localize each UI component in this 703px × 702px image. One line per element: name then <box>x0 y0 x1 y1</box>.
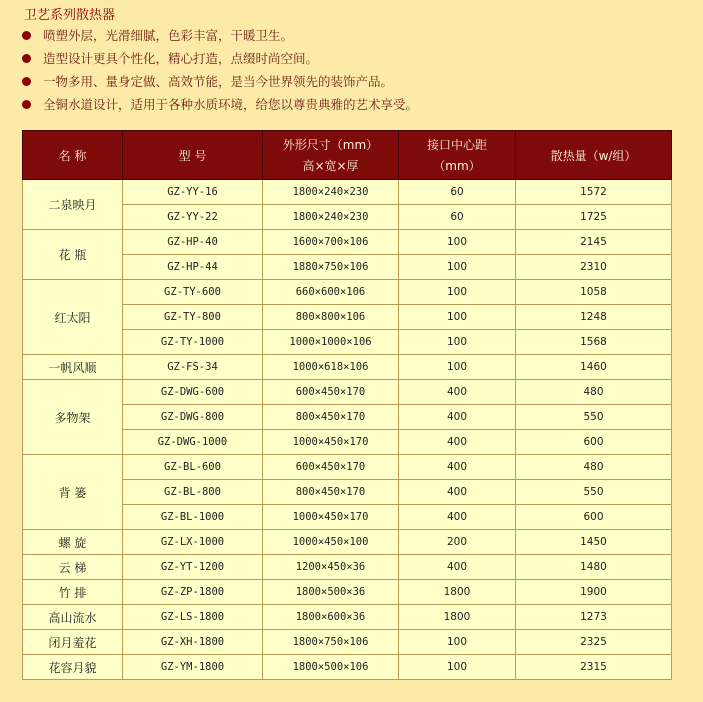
model-cell: GZ-HP-40 <box>123 230 263 255</box>
product-name-cell: 二泉映月 <box>23 180 123 230</box>
feature-item <box>22 93 418 116</box>
heat-output-cell: 480 <box>516 455 672 480</box>
heat-output-cell: 1248 <box>516 305 672 330</box>
table-row <box>23 230 672 255</box>
interface-cell: 1800 <box>399 580 516 605</box>
table-row <box>23 455 672 480</box>
size-cell: 1800×600×36 <box>263 605 399 630</box>
heat-output-cell: 600 <box>516 505 672 530</box>
product-name-cell: 花 瓶 <box>23 230 123 280</box>
interface-cell: 1800 <box>399 605 516 630</box>
table-row <box>23 380 672 405</box>
heat-output-cell: 2325 <box>516 630 672 655</box>
model-cell: GZ-YY-22 <box>123 205 263 230</box>
heat-output-cell: 2315 <box>516 655 672 680</box>
interface-cell: 400 <box>399 430 516 455</box>
product-name-cell: 闭月羞花 <box>23 630 123 655</box>
col-header-heat: 散热量（w/组） <box>516 131 672 180</box>
model-cell: GZ-DWG-600 <box>123 380 263 405</box>
table-row <box>23 630 672 655</box>
product-name-cell: 一帆风顺 <box>23 355 123 380</box>
size-cell: 1200×450×36 <box>263 555 399 580</box>
product-name-cell: 高山流水 <box>23 605 123 630</box>
table-row <box>23 580 672 605</box>
model-cell: GZ-DWG-800 <box>123 405 263 430</box>
size-cell: 1800×750×106 <box>263 630 399 655</box>
heat-output-cell: 1480 <box>516 555 672 580</box>
table-row <box>23 180 672 205</box>
feature-text: 喷塑外层，光滑细腻，色彩丰富，干暖卫生。 <box>43 28 294 43</box>
size-cell: 1800×500×36 <box>263 580 399 605</box>
feature-text: 造型设计更具个性化，精心打造，点缀时尚空间。 <box>43 51 319 66</box>
heat-output-cell: 1450 <box>516 530 672 555</box>
size-cell: 1600×700×106 <box>263 230 399 255</box>
model-cell: GZ-BL-800 <box>123 480 263 505</box>
interface-cell: 100 <box>399 230 516 255</box>
model-cell: GZ-BL-600 <box>123 455 263 480</box>
table-header-row <box>23 131 672 180</box>
model-cell: GZ-ZP-1800 <box>123 580 263 605</box>
bullet-icon <box>22 77 31 86</box>
bullet-icon <box>22 31 31 40</box>
heat-output-cell: 1568 <box>516 330 672 355</box>
interface-cell: 100 <box>399 305 516 330</box>
heat-output-cell: 1273 <box>516 605 672 630</box>
size-cell: 1800×500×106 <box>263 655 399 680</box>
table-row <box>23 530 672 555</box>
heat-output-cell: 2310 <box>516 255 672 280</box>
size-cell: 1000×450×170 <box>263 505 399 530</box>
table-row <box>23 655 672 680</box>
model-cell: GZ-TY-800 <box>123 305 263 330</box>
size-cell: 600×450×170 <box>263 380 399 405</box>
size-cell: 800×800×106 <box>263 305 399 330</box>
feature-list <box>22 24 418 116</box>
feature-item <box>22 47 418 70</box>
col-header-interface-line1: 接口中心距 <box>426 138 487 152</box>
size-cell: 800×450×170 <box>263 480 399 505</box>
model-cell: GZ-LS-1800 <box>123 605 263 630</box>
interface-cell: 400 <box>399 555 516 580</box>
interface-cell: 400 <box>399 380 516 405</box>
col-header-interface-line2: （mm） <box>433 159 481 173</box>
radiator-spec-table <box>22 130 672 680</box>
feature-item <box>22 70 418 93</box>
product-name-cell: 多物架 <box>23 380 123 455</box>
model-cell: GZ-BL-1000 <box>123 505 263 530</box>
model-cell: GZ-YM-1800 <box>123 655 263 680</box>
model-cell: GZ-YY-16 <box>123 180 263 205</box>
size-cell: 1000×450×170 <box>263 430 399 455</box>
col-header-size <box>263 131 399 180</box>
heat-output-cell: 550 <box>516 405 672 430</box>
heat-output-cell: 1725 <box>516 205 672 230</box>
model-cell: GZ-TY-600 <box>123 280 263 305</box>
interface-cell: 400 <box>399 455 516 480</box>
product-name-cell: 螺 旋 <box>23 530 123 555</box>
table-body <box>23 180 672 680</box>
col-header-size-line2: 高×宽×厚 <box>302 159 359 173</box>
model-cell: GZ-XH-1800 <box>123 630 263 655</box>
col-header-size-line1: 外形尺寸（mm） <box>282 138 379 152</box>
product-name-cell: 云 梯 <box>23 555 123 580</box>
product-name-cell: 红太阳 <box>23 280 123 355</box>
interface-cell: 100 <box>399 655 516 680</box>
table-row <box>23 280 672 305</box>
heat-output-cell: 1900 <box>516 580 672 605</box>
table-row <box>23 555 672 580</box>
interface-cell: 100 <box>399 280 516 305</box>
heat-output-cell: 2145 <box>516 230 672 255</box>
table-row <box>23 605 672 630</box>
interface-cell: 400 <box>399 505 516 530</box>
model-cell: GZ-YT-1200 <box>123 555 263 580</box>
product-name-cell: 背 篓 <box>23 455 123 530</box>
model-cell: GZ-TY-1000 <box>123 330 263 355</box>
interface-cell: 400 <box>399 480 516 505</box>
heat-output-cell: 550 <box>516 480 672 505</box>
interface-cell: 100 <box>399 355 516 380</box>
size-cell: 1000×618×106 <box>263 355 399 380</box>
model-cell: GZ-DWG-1000 <box>123 430 263 455</box>
size-cell: 1000×1000×106 <box>263 330 399 355</box>
interface-cell: 400 <box>399 405 516 430</box>
size-cell: 1000×450×100 <box>263 530 399 555</box>
heat-output-cell: 1572 <box>516 180 672 205</box>
bullet-icon <box>22 100 31 109</box>
page-title: 卫艺系列散热器 <box>24 8 116 23</box>
feature-text: 一物多用、量身定做、高效节能，是当今世界领先的装饰产品。 <box>43 74 394 89</box>
heat-output-cell: 600 <box>516 430 672 455</box>
size-cell: 1880×750×106 <box>263 255 399 280</box>
interface-cell: 100 <box>399 630 516 655</box>
size-cell: 1800×240×230 <box>263 180 399 205</box>
interface-cell: 60 <box>399 180 516 205</box>
feature-text: 全铜水道设计，适用于各种水质环境，给您以尊贵典雅的艺术享受。 <box>43 97 419 112</box>
interface-cell: 100 <box>399 255 516 280</box>
size-cell: 1800×240×230 <box>263 205 399 230</box>
interface-cell: 60 <box>399 205 516 230</box>
product-name-cell: 花容月貌 <box>23 655 123 680</box>
product-name-cell: 竹 排 <box>23 580 123 605</box>
size-cell: 660×600×106 <box>263 280 399 305</box>
table-row <box>23 355 672 380</box>
interface-cell: 200 <box>399 530 516 555</box>
heat-output-cell: 1058 <box>516 280 672 305</box>
heat-output-cell: 1460 <box>516 355 672 380</box>
bullet-icon <box>22 54 31 63</box>
col-header-interface <box>399 131 516 180</box>
size-cell: 800×450×170 <box>263 405 399 430</box>
feature-item <box>22 24 418 47</box>
size-cell: 600×450×170 <box>263 455 399 480</box>
col-header-name: 名 称 <box>23 131 123 180</box>
model-cell: GZ-FS-34 <box>123 355 263 380</box>
model-cell: GZ-LX-1000 <box>123 530 263 555</box>
interface-cell: 100 <box>399 330 516 355</box>
heat-output-cell: 480 <box>516 380 672 405</box>
col-header-model: 型 号 <box>123 131 263 180</box>
model-cell: GZ-HP-44 <box>123 255 263 280</box>
